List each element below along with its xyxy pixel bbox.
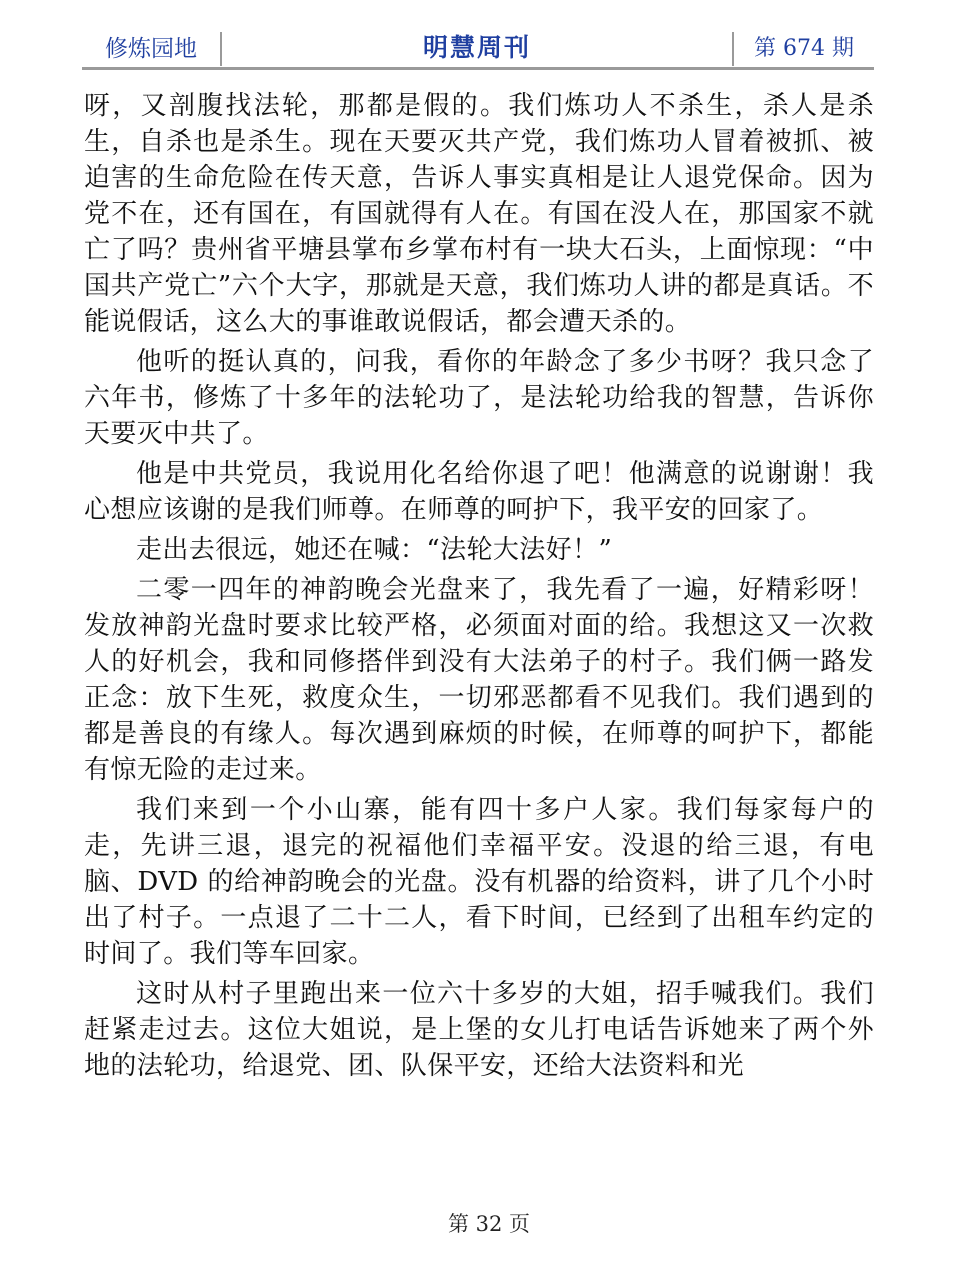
paragraph: 他是中共党员，我说用化名给你退了吧！他满意的说谢谢！我心想应该谢的是我们师尊。在师尊的呵护下，我平安的回家了。 bbox=[84, 459, 874, 525]
issue-number: 第 674 期 bbox=[754, 35, 854, 61]
paragraph: 这时从村子里跑出来一位六十多岁的大姐，招手喊我们。我们赶紧走过去。这位大姐说，是上堡的女儿打电话告诉她来了两个外地的法轮功，给退党、团、队保平安，还给大法资料和光 bbox=[84, 979, 874, 1081]
paragraph: 走出去很远，她还在喊：“法轮大法好！” bbox=[136, 535, 613, 565]
magazine-title: 明慧周刊 bbox=[422, 33, 531, 62]
paragraph: 我们来到一个小山寨，能有四十多户人家。我们每家每户的走，先讲三退，退完的祝福他们幸福平安。没退的给三退，有电脑、DVD 的给神韵晚会的光盘。没有机器的给资料，讲了几个小时出了村子。一点退了二十二人，看下时间，已经到了出租车约定的时间了。我们等车回家。 bbox=[84, 795, 874, 969]
article-body bbox=[84, 88, 874, 1088]
section-title: 修炼园地 bbox=[105, 35, 197, 62]
paragraph: 二零一四年的神韵晚会光盘来了，我先看了一遍，好精彩呀！发放神韵光盘时要求比较严格，必须面对面的给。我想这又一次救人的好机会，我和同修搭伴到没有大法弟子的村子。我们俩一路发正念：放下生死，救度众生，一切邪恶都看不见我们。我们遇到的都是善良的有缘人。每次遇到麻烦的时候，在师尊的呵护下，都能有惊无险的走过来。 bbox=[84, 575, 874, 785]
paragraph: 呀，又剖腹找法轮，那都是假的。我们炼功人不杀生，杀人是杀生，自杀也是杀生。现在天要灭共产党，我们炼功人冒着被抓、被迫害的生命危险在传天意，告诉人事实真相是让人退党保命。因为党不在，还有国在，有国就得有人在。有国在没人在，那国家不就亡了吗？贵州省平塘县掌布乡掌布村有一块大石头，上面惊现：“中国共产党亡”六个大字，那就是天意，我们炼功人讲的都是真话。不能说假话，这么大的事谁敢说假话，都会遭天杀的。 bbox=[84, 91, 874, 337]
paragraph: 他听的挺认真的，问我，看你的年龄念了多少书呀？我只念了六年书，修炼了十多年的法轮功了，是法轮功给我的智慧，告诉你天要灭中共了。 bbox=[84, 347, 874, 449]
page-number: 第 32 页 bbox=[447, 1212, 531, 1236]
header-rule bbox=[82, 67, 874, 70]
page-header bbox=[82, 26, 874, 70]
